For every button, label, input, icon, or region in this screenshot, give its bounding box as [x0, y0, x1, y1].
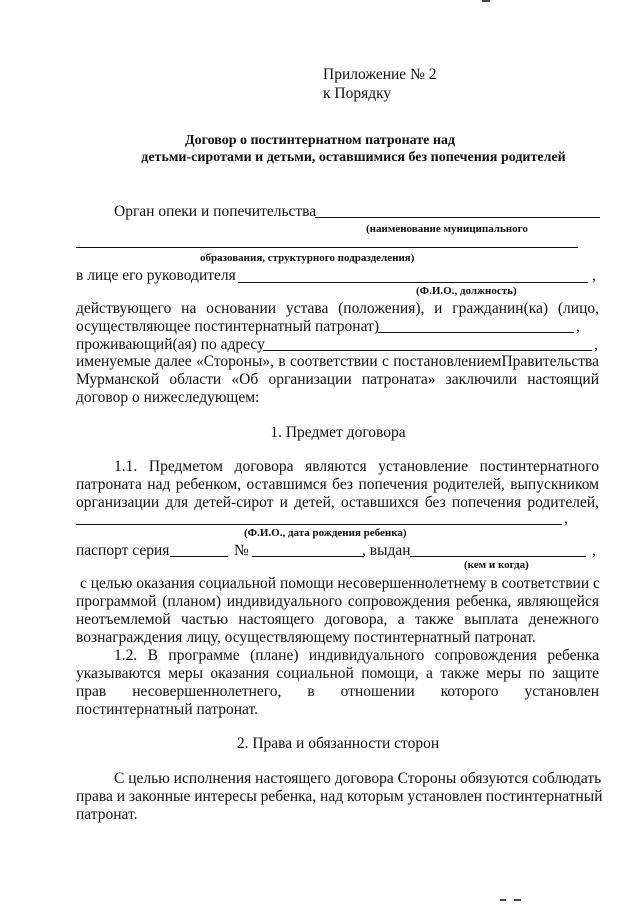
passport-label: паспорт серия — [76, 542, 170, 559]
organ-hint-1: (наименование муниципального — [366, 223, 528, 235]
appendix-number: Приложение № 2 — [323, 66, 437, 83]
head-hint: (Ф.И.О., должность) — [416, 285, 517, 297]
guardian-address-blank[interactable] — [263, 350, 592, 351]
passport-comma: , — [592, 542, 596, 559]
intro-line-1: действующего на основании устава (положения), и гражданин(ка) (лицо, — [76, 300, 599, 317]
organ-name-blank-2[interactable] — [76, 247, 578, 248]
section-1-p3-line-3: прав несовершеннолетнего, в отношении которого установлен — [76, 683, 599, 700]
child-hint: (Ф.И.О., дата рождения ребенка) — [244, 527, 407, 539]
section-1-p1-line-3: организации для детей-сирот и детей, оставшихся без попечения родителей, — [76, 494, 599, 511]
section-1-p3-line-4: постинтернатный патронат. — [76, 701, 258, 718]
organ-hint-2: образования, структурного подразделения) — [200, 252, 415, 264]
scan-speck — [482, 0, 490, 2]
section-1-p2-line-4: вознаграждения лицу, осуществляющему постинтернатный патронат. — [76, 629, 536, 646]
section-1-p3-line-1: 1.2. В программе (плане) индивидуального сопровождения ребенка — [114, 647, 599, 664]
section-2-heading: 2. Права и обязанности сторон — [236, 735, 440, 752]
document-title-line1: Договор о постинтернатном патронате над — [184, 133, 456, 148]
section-1-p2-line-1: с целью оказания социальной помощи несовершеннолетнему в соответствии с — [80, 575, 600, 592]
guardian-name-blank[interactable] — [378, 332, 574, 333]
head-label: в лице его руководителя — [76, 267, 236, 284]
section-2-p1-line-2: права и законные интересы ребенка, над которым установлен постинтернатный — [76, 788, 603, 805]
intro-line-5: Мурманской области «Об организации патроната» заключили настоящий — [76, 371, 599, 388]
intro-line-6: договор о нижеследующем: — [76, 389, 260, 406]
scan-speck — [514, 899, 521, 901]
head-comma: , — [592, 267, 596, 284]
child-comma: , — [564, 510, 568, 527]
passport-issued-label: , выдан — [362, 542, 411, 559]
passport-number-blank[interactable] — [252, 556, 364, 557]
section-2-p1-line-1: С целью исполнения настоящего договора Стороны обязуются соблюдать — [114, 770, 602, 787]
issued-hint: (кем и когда) — [464, 559, 529, 571]
organ-name-blank[interactable] — [315, 217, 600, 218]
scan-speck — [500, 899, 506, 901]
intro-line-4: именуемые далее «Стороны», в соответствии с постановлениемПравительства — [76, 353, 599, 370]
document-title-line2: детьми-сиротами и детьми, оставшимися без попечения родителей — [141, 150, 566, 165]
organ-label: Орган опеки и попечительства — [114, 203, 317, 220]
appendix-reference: к Порядку — [323, 85, 392, 102]
section-1-p1-line-2: патроната над ребенком, оставшимся без попечения родителей, выпускником — [76, 476, 599, 493]
passport-series-blank[interactable] — [170, 556, 228, 557]
intro-line-3-comma: , — [594, 336, 598, 353]
section-1-p2-line-3: неотъемлемой частью настоящего договора, а также выплата денежного — [76, 611, 599, 628]
section-1-heading: 1. Предмет договора — [270, 424, 406, 441]
head-name-blank[interactable] — [238, 282, 588, 283]
intro-line-3: проживающий(ая) по адресу — [76, 336, 265, 353]
passport-issued-blank[interactable] — [410, 556, 586, 557]
section-2-p1-line-3: патронат. — [76, 806, 138, 823]
intro-line-2: осуществляющее постинтернатный патронат) — [76, 318, 379, 335]
section-1-p2-line-2: программой (планом) индивидуального сопровождения ребенка, являющейся — [76, 593, 599, 610]
passport-number-label: № — [234, 542, 249, 559]
child-name-blank[interactable] — [76, 524, 562, 525]
section-1-p3-line-2: указываются меры оказания социальной помощи, а также меры по защите — [76, 665, 599, 682]
intro-line-2-comma: , — [576, 318, 580, 335]
section-1-p1-line-1: 1.1. Предметом договора являются установление постинтернатного — [114, 458, 599, 475]
